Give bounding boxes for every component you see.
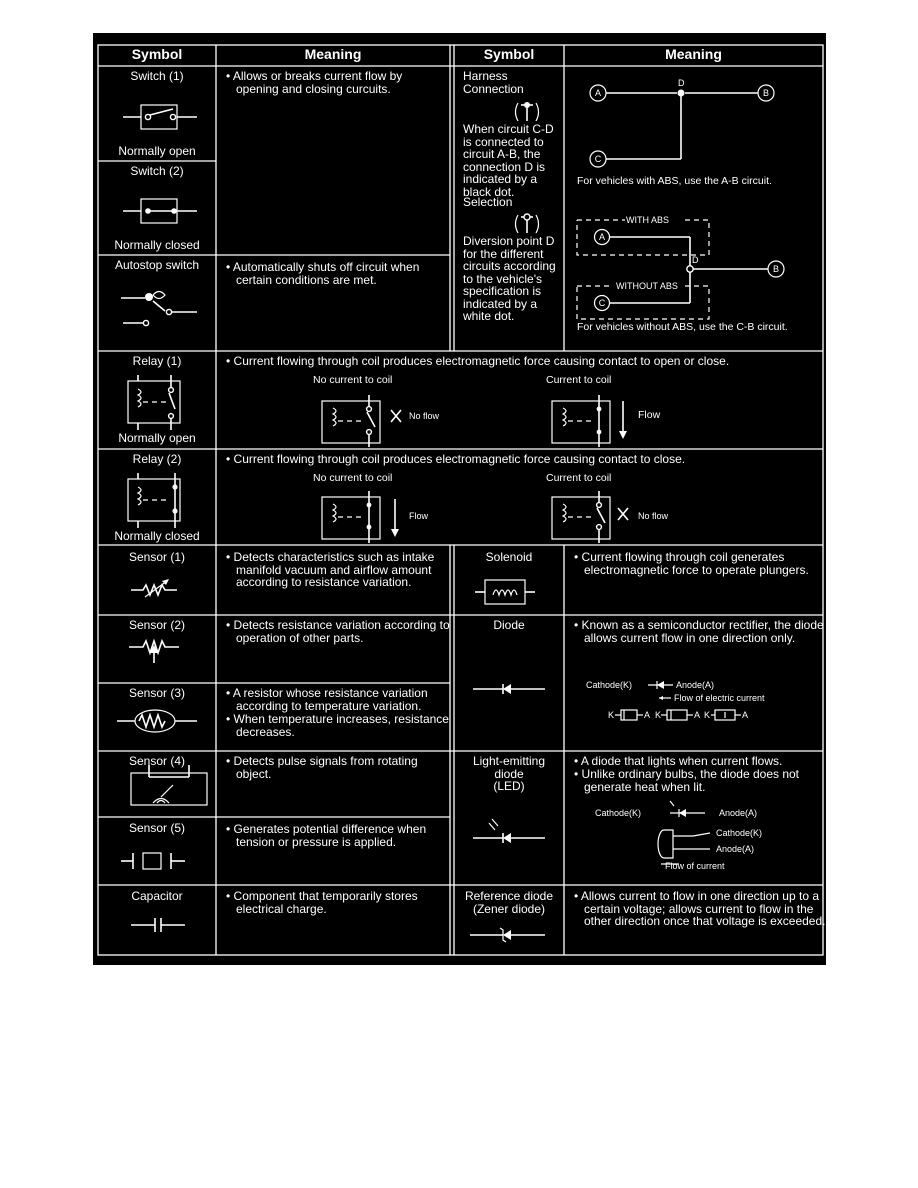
zener-diode-symbol [470, 928, 545, 942]
sensor4-meaning: • Detects pulse signals from rotating object. [226, 754, 418, 781]
sensor3-name: Sensor (3) [128, 686, 186, 700]
harness-label-d: D [678, 78, 685, 88]
harness-selection: Selection [463, 195, 513, 209]
harness-desc-white: Diversion point D for the different circuits according to the vehicle's specification is indicated by a white dot. [463, 234, 556, 323]
diode-a-label-2: A [694, 710, 701, 720]
relay2-no-current-diagram [322, 491, 399, 543]
diode-k-label-3: K [704, 710, 711, 720]
autostop-name: Autostop switch [114, 258, 200, 272]
variable-resistor-symbol [131, 579, 177, 597]
switch2-state: Normally closed [114, 238, 200, 252]
harness-white-dot-symbol [516, 214, 539, 233]
relay1-no-flow-label: No flow [409, 411, 440, 421]
harness-label-b: B [762, 88, 769, 98]
led-polarity-diagram [658, 801, 710, 864]
sensor4-meaning-text: Detects pulse signals from rotating object. [233, 754, 418, 781]
harness-note-no-abs: For vehicles without ABS, use the C-B circuit. [577, 321, 788, 333]
pickup-sensor-symbol [131, 765, 207, 805]
autostop-switch-symbol [121, 292, 197, 326]
symbol-reference-table [93, 33, 826, 965]
harness-sel-label-a: A [598, 232, 605, 242]
relay1-current-diagram [552, 395, 627, 447]
led-symbol [473, 819, 545, 843]
harness-selection-diagram [577, 220, 784, 319]
sensor3-meaning-2-text: When temperature increases, resistance decreases. [233, 712, 449, 739]
relay2-meaning-text: Current flowing through coil produces electromagnetic force causing contact to close. [233, 452, 686, 466]
relay2-name: Relay (2) [132, 452, 182, 466]
diode-meaning-text: Known as a semiconductor rectifier, the diode allows current flow in one direction only. [581, 618, 824, 645]
sensor5-name: Sensor (5) [128, 821, 186, 835]
relay1-state: Normally open [118, 431, 196, 445]
sensor2-meaning: • Detects resistance variation according to operation of other parts. [226, 618, 450, 645]
harness-note-abs: For vehicles with ABS, use the A-B circuit. [577, 175, 772, 187]
switch1-state: Normally open [118, 144, 196, 158]
header-symbol-right: Symbol [483, 46, 535, 62]
led-anode-label: Anode(A) [719, 808, 758, 818]
relay2-flow-label: Flow [409, 511, 429, 521]
sensor4-name: Sensor (4) [128, 754, 186, 768]
sensor2-meaning-text: Detects resistance variation according to operation of other parts. [233, 618, 450, 645]
diode-meaning: • Known as a semiconductor rectifier, the diode allows current flow in one direction only. [574, 618, 824, 645]
sensor1-name: Sensor (1) [128, 550, 186, 564]
zener-name: Reference diode (Zener diode) [464, 889, 554, 916]
header-symbol-left: Symbol [131, 46, 183, 62]
switch-closed-symbol [123, 199, 197, 223]
relay1-current-label: Current to coil [546, 374, 612, 386]
capacitor-symbol [131, 918, 185, 932]
harness-label-c: C [594, 154, 602, 164]
harness-title: Harness Connection [463, 69, 524, 96]
switch2-name: Switch (2) [130, 164, 184, 178]
led-anode-label-2: Anode(A) [716, 844, 755, 854]
diode-package-icons [615, 710, 741, 720]
harness-sel-label-b: B [772, 264, 779, 274]
relay2-current-label: Current to coil [546, 472, 612, 484]
led-name: Light-emitting diode (LED) [472, 754, 546, 793]
relay1-meaning: • Current flowing through coil produces electromagnetic force causing contact to open or close. [226, 354, 730, 368]
sensor1-meaning-text: Detects characteristics such as intake manifold vacuum and airflow amount according to resistance variation. [233, 550, 435, 589]
zener-meaning: • Allows current to flow in one direction up to a certain voltage; allows current to flow in the other direction once that voltage is exceeded. [574, 889, 826, 928]
harness-without-abs: WITHOUT ABS [616, 281, 678, 291]
diode-name: Diode [493, 618, 525, 632]
relay2-meaning: • Current flowing through coil produces electromagnetic force causing contact to close. [226, 452, 686, 466]
led-meaning-2-text: Unlike ordinary bulbs, the diode does not generate heat when lit. [581, 767, 800, 794]
capacitor-meaning: • Component that temporarily stores electrical charge. [226, 889, 418, 916]
switch-meaning: • Allows or breaks current flow by opening and closing curcuits. [226, 69, 403, 96]
sensor3-meaning-1: • A resistor whose resistance variation according to temperature variation. [226, 686, 428, 713]
led-cathode-label-2: Cathode(K) [716, 828, 763, 838]
diode-a-label-3: A [742, 710, 749, 720]
harness-desc-black: When circuit C-D is connected to circuit A-B, the connection D is indicated by a black dot. [463, 122, 554, 199]
relay2-current-diagram [552, 491, 628, 543]
harness-sel-label-c: C [598, 298, 606, 308]
relay-closed-symbol [128, 473, 180, 528]
led-meaning-1-text: A diode that lights when current flows. [580, 754, 783, 768]
relay2-state: Normally closed [114, 529, 200, 543]
relay-open-symbol [128, 375, 180, 430]
switch-meaning-text: Allows or breaks current flow by opening and closing curcuits. [232, 69, 403, 96]
diode-flow-label: Flow of electric current [674, 693, 765, 703]
led-meaning-2: • Unlike ordinary bulbs, the diode does not generate heat when lit. [574, 767, 800, 794]
switch-open-symbol [123, 105, 197, 129]
diode-symbol [473, 684, 545, 694]
sensor1-meaning: • Detects characteristics such as intake manifold vacuum and airflow amount according to resistance variation. [226, 550, 435, 589]
relay1-flow-label: Flow [638, 409, 661, 421]
sensor5-meaning-text: Generates potential difference when tension or pressure is applied. [233, 822, 427, 849]
diode-anode-label: Anode(A) [676, 680, 715, 690]
autostop-meaning-text: Automatically shuts off circuit when certain conditions are met. [232, 260, 420, 287]
zener-meaning-text: Allows current to flow in one direction up to a certain voltage; allows current to flow in the other direction once that voltage is exceeded. [580, 889, 826, 928]
solenoid-meaning: • Current flowing through coil generates electromagnetic force to operate plungers. [574, 550, 809, 577]
header-meaning-right: Meaning [665, 46, 722, 62]
capacitor-name: Capacitor [131, 889, 183, 903]
relay1-name: Relay (1) [132, 354, 182, 368]
led-flow-label: Flow of current [665, 861, 725, 871]
harness-with-abs: WITH ABS [626, 215, 670, 225]
harness-label-a: A [594, 88, 601, 98]
header-meaning-left: Meaning [304, 46, 362, 62]
sensor3-meaning-2: • When temperature increases, resistance decreases. [226, 712, 449, 739]
relay2-no-flow-label: No flow [638, 511, 669, 521]
harness-sel-label-d: D [692, 255, 699, 265]
diode-k-label-2: K [655, 710, 662, 720]
led-meaning-1: • A diode that lights when current flows. [574, 754, 783, 768]
diode-a-label-1: A [644, 710, 651, 720]
relay2-no-current-label: No current to coil [313, 472, 393, 484]
sensor3-meaning-1-text: A resistor whose resistance variation according to temperature variation. [232, 686, 428, 713]
solenoid-symbol [475, 580, 535, 604]
relay1-no-current-label: No current to coil [313, 374, 393, 386]
led-cathode-label: Cathode(K) [595, 808, 642, 818]
relay1-no-current-diagram [322, 395, 401, 447]
relay1-meaning-text: Current flowing through coil produces electromagnetic force causing contact to open or close. [233, 354, 730, 368]
switch1-name: Switch (1) [130, 69, 184, 83]
harness-connection-diagram [590, 85, 774, 167]
sensor2-name: Sensor (2) [128, 618, 186, 632]
diode-k-label-1: K [608, 710, 615, 720]
potentiometer-symbol [129, 641, 179, 663]
capacitor-meaning-text: Component that temporarily stores electrical charge. [233, 889, 418, 916]
piezo-element-symbol [121, 853, 185, 869]
sensor5-meaning: • Generates potential difference when tension or pressure is applied. [226, 822, 427, 849]
solenoid-meaning-text: Current flowing through coil generates electromagnetic force to operate plungers. [581, 550, 809, 577]
thermistor-symbol [117, 710, 197, 732]
harness-black-dot-symbol [516, 102, 539, 121]
diode-cathode-label: Cathode(K) [586, 680, 633, 690]
solenoid-name: Solenoid [485, 550, 533, 564]
autostop-meaning: • Automatically shuts off circuit when certain conditions are met. [226, 260, 420, 287]
